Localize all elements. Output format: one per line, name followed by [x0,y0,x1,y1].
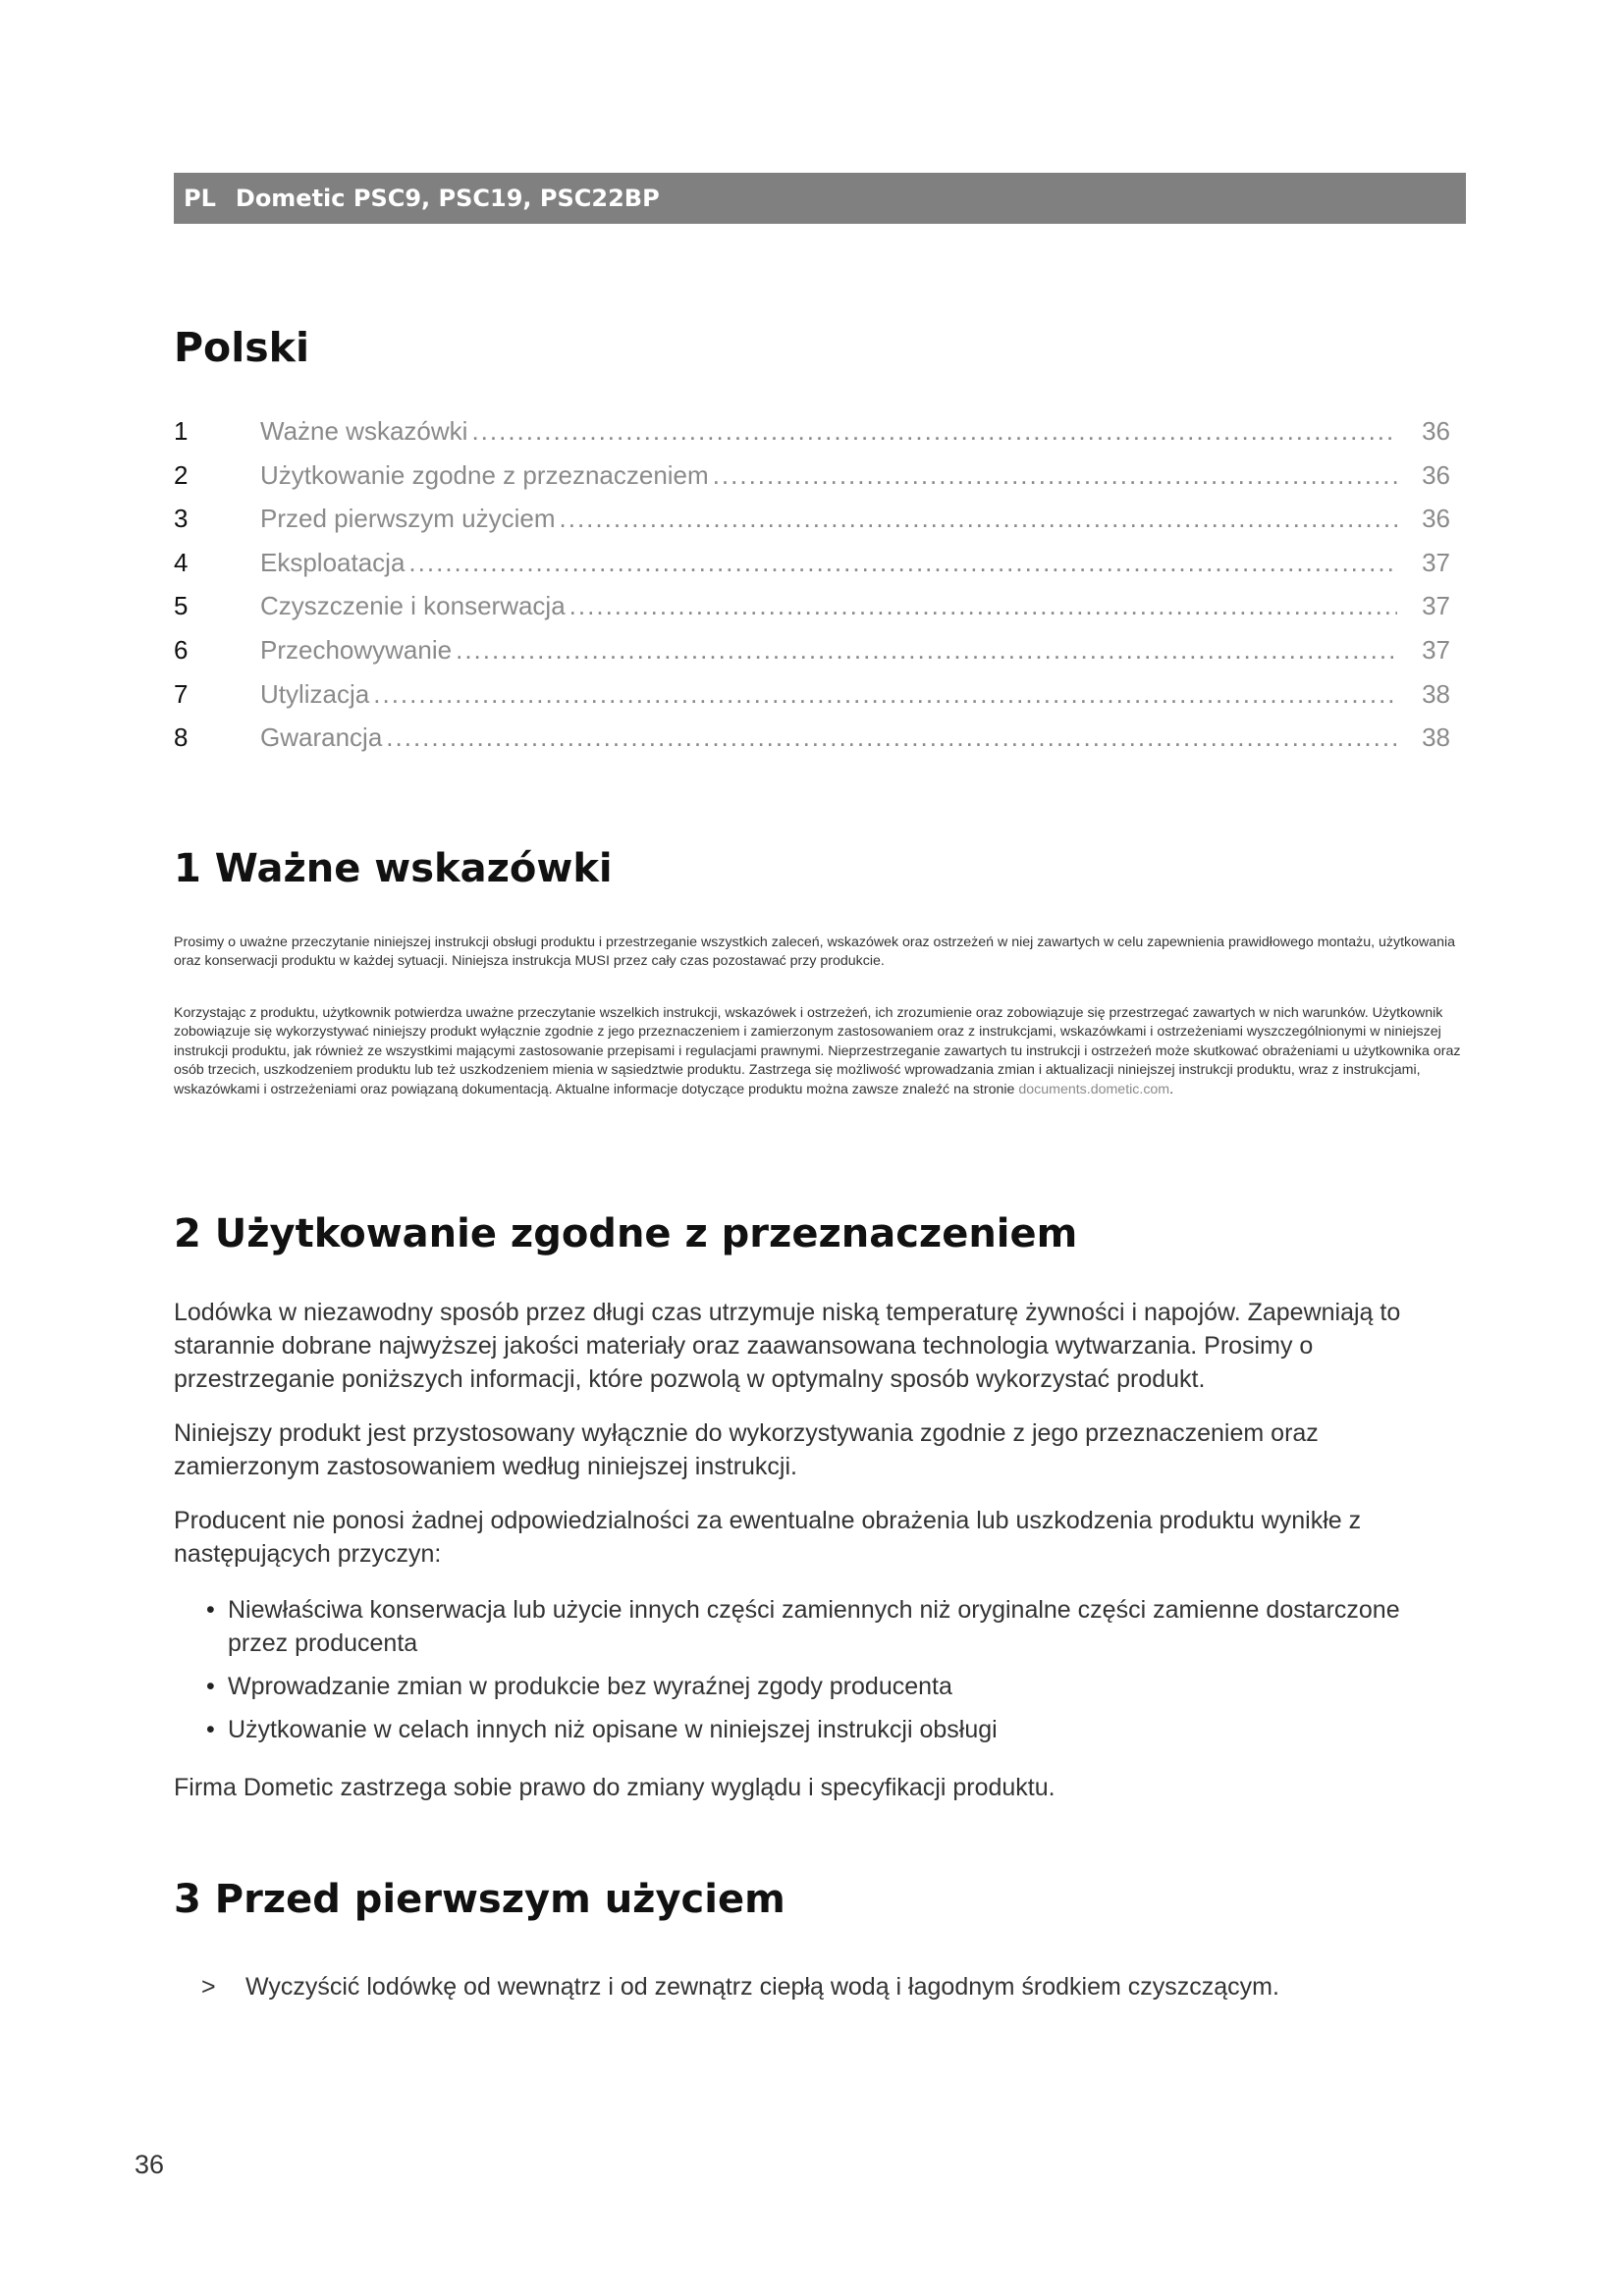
toc-leader [456,635,1397,666]
section-1-paragraph-2-end: . [1169,1081,1174,1097]
section-2-bullet-list [206,1593,1463,1756]
toc-leader [713,460,1397,491]
toc-number: 5 [174,591,189,621]
toc-title: Utylizacja [260,678,370,709]
toc-leader [386,722,1397,753]
toc-number: 6 [174,634,189,665]
toc-row[interactable] [174,679,1450,723]
toc-number: 8 [174,722,189,753]
toc-leader [569,591,1397,621]
toc-number: 3 [174,504,189,534]
page-number: 36 [135,2150,165,2179]
toc-number: 1 [174,416,189,446]
toc-title: Przechowywanie [260,634,453,665]
toc-number: 7 [174,678,189,709]
toc-page: 38 [1422,678,1450,709]
section-1-paragraph-2-text: Korzystając z produktu, użytkownik potwierdza uważne przeczytanie wszelkich instrukcji, wskazówek i ostrzeżeń, ich zrozumienie oraz zobowiązuje się przestrzegać zawartych w nich warunków. Użytkownik zobowiązuje się wykorzystywać niniejszy produkt wyłącznie zgodnie z jego przeznaczeniem i zamierzonym zastosowaniem oraz z instrukcjami, wskazówkami i ostrzeżeniami wyszczególnionymi w niniejszej instrukcji produktu, jak również ze wszystkimi mającymi zastosowanie przepisami i regulacjami prawnymi. Nieprzestrzeganie zawartych tu instrukcji i ostrzeżeń może skutkować obrażeniami u użytkownika oraz osób trzecich, uszkodzeniem produktu lub też uszkodzeniem mienia w sąsiedztwie produktu. Zastrzega się możliwość wprowadzania zmian i aktualizacji niniejszej instrukcji produktu, wraz z instrukcjami, wskazówkami i ostrzeżeniami oraz powiązaną dokumentacją. Aktualne informacje dotyczące produktu można zawsze znaleźć na stronie [174,1005,1461,1097]
toc-page: 36 [1422,459,1450,490]
section-2-paragraph-4: Firma Dometic zastrzega sobie prawo do zmiany wyglądu i specyfikacji produktu. [174,1774,1056,1801]
toc-title: Użytkowanie zgodne z przeznaczeniem [260,459,709,490]
step-arrow-icon: > [201,1973,216,2001]
list-item: • Niewłaściwa konserwacja lub użycie innych części zamiennych niż oryginalne części zamienne dostarczone przez producenta [206,1593,1463,1660]
toc-title: Gwarancja [260,722,383,753]
toc-page: 37 [1422,634,1450,665]
section-2-heading: 2 Użytkowanie zgodne z przeznaczeniem [174,1211,1078,1256]
toc-row[interactable] [174,416,1450,460]
toc-page: 38 [1422,722,1450,753]
toc-row[interactable] [174,460,1450,505]
section-2-paragraph-3: Producent nie ponosi żadnej odpowiedzialności za ewentualne obrażenia lub uszkodzenia produktu wynikłe z następujących przyczyn: [174,1507,1362,1568]
toc-title: Czyszczenie i konserwacja [260,591,566,621]
table-of-contents [174,416,1450,767]
step-text: Wyczyścić lodówkę od wewnątrz i od zewnątrz ciepłą wodą i łagodnym środkiem czyszczącym. [245,1973,1279,2001]
toc-row[interactable] [174,591,1450,635]
toc-page: 36 [1422,416,1450,446]
toc-leader [408,548,1397,578]
header-bar [174,173,1466,224]
toc-row[interactable] [174,504,1450,548]
toc-row[interactable] [174,722,1450,767]
toc-leader [560,504,1397,534]
toc-row[interactable] [174,635,1450,679]
toc-leader [373,679,1397,710]
list-item: • Użytkowanie w celach innych niż opisane w niniejszej instrukcji obsługi [206,1713,1463,1746]
section-1-paragraph-2 [174,1004,1468,1099]
toc-title: Przed pierwszym użyciem [260,504,556,534]
section-3-heading: 3 Przed pierwszym użyciem [174,1877,785,1922]
section-2-paragraph-2: Niniejszy produkt jest przystosowany wyłącznie do wykorzystywania zgodnie z jego przeznaczeniem oraz zamierzonym zastosowaniem według niniejszej instrukcji. [174,1419,1319,1480]
toc-number: 2 [174,459,189,490]
toc-row[interactable] [174,548,1450,592]
toc-title: Eksploatacja [260,547,406,577]
toc-number: 4 [174,547,189,577]
section-1-paragraph-1: Prosimy o uważne przeczytanie niniejszej instrukcji obsługi produktu i przestrzeganie wszystkich zaleceń, wskazówek oraz ostrzeżeń w niej zawartych w celu zapewnienia prawidłowego montażu, użytkowania oraz konserwacji produktu w każdej sytuacji. Niniejsza instrukcja MUSI przez cały czas pozostawać przy produkcie. [174,934,1456,970]
toc-page: 37 [1422,547,1450,577]
language-heading: Polski [174,324,309,371]
toc-page: 37 [1422,591,1450,621]
list-item: • Wprowadzanie zmian w produkcie bez wyraźnej zgody producenta [206,1670,1463,1703]
section-1-heading: 1 Ważne wskazówki [174,846,613,891]
section-2-paragraph-1: Lodówka w niezawodny sposób przez długi czas utrzymuje niską temperaturę żywności i napojów. Zapewniają to starannie dobrane najwyższej jakości materiały oraz zaawansowana technologia wytwarzania. Prosimy o przestrzeganie poniższych informacji, które pozwolą w optymalny sposób wykorzystać produkt. [174,1299,1401,1393]
toc-title: Ważne wskazówki [260,416,468,446]
header-title: Dometic PSC9, PSC19, PSC22BP [235,185,660,212]
header-lang: PL [184,185,216,212]
documents-link[interactable]: documents.dometic.com [1018,1081,1170,1097]
section-3-step [201,1973,1279,2002]
toc-leader [471,416,1397,447]
toc-page: 36 [1422,504,1450,534]
